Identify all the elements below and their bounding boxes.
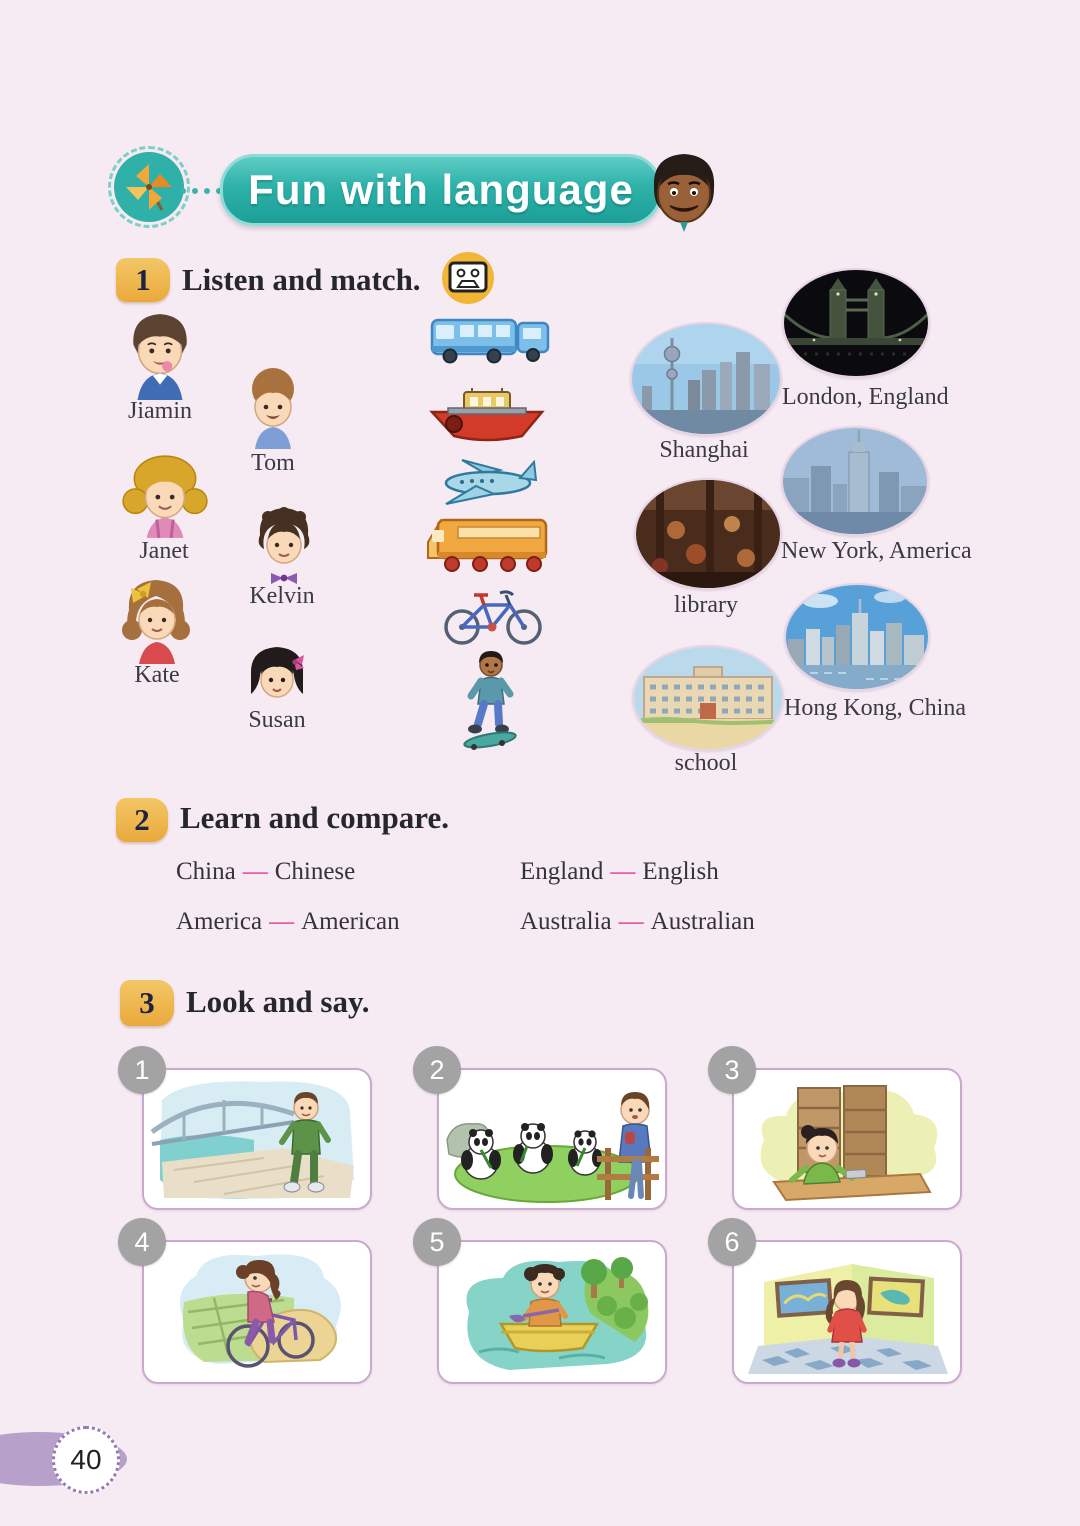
label-newyork: New York, America <box>781 538 972 564</box>
panel-6-number <box>708 1218 756 1266</box>
dash: — <box>618 908 644 935</box>
photo-newyork <box>781 426 929 536</box>
panel-number-text: 6 <box>724 1226 740 1257</box>
dash: — <box>610 858 636 885</box>
panel-1-bridge-scene <box>142 1068 372 1210</box>
dash: — <box>242 858 268 885</box>
compare-pair-china <box>176 858 355 886</box>
label-janet: Janet <box>139 538 189 564</box>
label-school: school <box>674 750 738 776</box>
label-shanghai: Shanghai <box>659 437 749 463</box>
cassette-icon <box>442 252 494 304</box>
panel-4-number <box>118 1218 166 1266</box>
page-number <box>52 1426 120 1494</box>
section-3-title: Look and say. <box>186 984 370 1019</box>
compare-pair-australia <box>520 908 755 936</box>
train-icon <box>424 514 550 581</box>
panel-2-number <box>413 1046 461 1094</box>
nationality-chinese: Chinese <box>274 858 356 885</box>
country-america: America <box>176 908 263 935</box>
nationality-australian: Australian <box>650 908 755 935</box>
section-2-number: 2 <box>134 802 150 837</box>
photo-shanghai <box>630 322 782 436</box>
section-1-number: 1 <box>135 262 151 297</box>
label-london: London, England <box>782 384 949 410</box>
portrait-kelvin <box>250 505 318 590</box>
boy-face-icon <box>646 152 722 239</box>
bus-icon <box>430 310 550 375</box>
boat-icon <box>428 384 546 451</box>
label-tom: Tom <box>251 450 295 476</box>
section-2-badge <box>116 798 168 842</box>
label-kelvin: Kelvin <box>249 583 315 609</box>
label-hongkong: Hong Kong, China <box>784 695 966 721</box>
panel-2-panda-scene <box>437 1068 667 1210</box>
pinwheel-icon <box>114 152 184 222</box>
label-library: library <box>674 592 738 618</box>
nationality-american: American <box>301 908 400 935</box>
portrait-jiamin <box>120 310 200 405</box>
panel-number-text: 1 <box>134 1054 150 1085</box>
compare-pair-england <box>520 858 719 886</box>
section-3-number: 3 <box>139 985 155 1020</box>
page-title: Fun with language <box>248 166 634 213</box>
section-1-badge <box>116 258 170 302</box>
panel-number-text: 3 <box>724 1054 740 1085</box>
panel-number-text: 4 <box>134 1226 150 1257</box>
photo-school <box>632 645 784 751</box>
portrait-kate <box>116 576 196 669</box>
header-banner <box>220 154 662 226</box>
portrait-tom <box>238 364 308 455</box>
panel-5-number <box>413 1218 461 1266</box>
panel-5-boat-scene <box>437 1240 667 1384</box>
photo-hongkong <box>784 583 930 691</box>
plane-icon <box>432 456 544 515</box>
section-3-badge <box>120 980 174 1026</box>
page-number-text: 40 <box>70 1444 102 1475</box>
nationality-english: English <box>642 858 719 885</box>
country-australia: Australia <box>520 908 612 935</box>
panel-3-number <box>708 1046 756 1094</box>
country-china: China <box>176 858 236 885</box>
section-1-title: Listen and match. <box>182 262 421 297</box>
dotted-connector <box>180 188 222 194</box>
photo-library <box>634 478 782 590</box>
panel-number-text: 5 <box>429 1226 445 1257</box>
compare-pair-america <box>176 908 400 936</box>
panel-3-library-scene <box>732 1068 962 1210</box>
label-jiamin: Jiamin <box>128 398 192 424</box>
panel-6-gallery-scene <box>732 1240 962 1384</box>
label-susan: Susan <box>248 707 306 733</box>
panel-4-bicycle-scene <box>142 1240 372 1384</box>
bicycle-icon <box>440 583 546 652</box>
skateboard-boy-icon <box>458 648 524 757</box>
photo-london <box>782 268 930 378</box>
label-kate: Kate <box>134 662 180 688</box>
panel-1-number <box>118 1046 166 1094</box>
country-england: England <box>520 858 604 885</box>
dash: — <box>269 908 295 935</box>
section-2-title: Learn and compare. <box>180 800 449 835</box>
panel-number-text: 2 <box>429 1054 445 1085</box>
portrait-janet <box>118 450 212 543</box>
